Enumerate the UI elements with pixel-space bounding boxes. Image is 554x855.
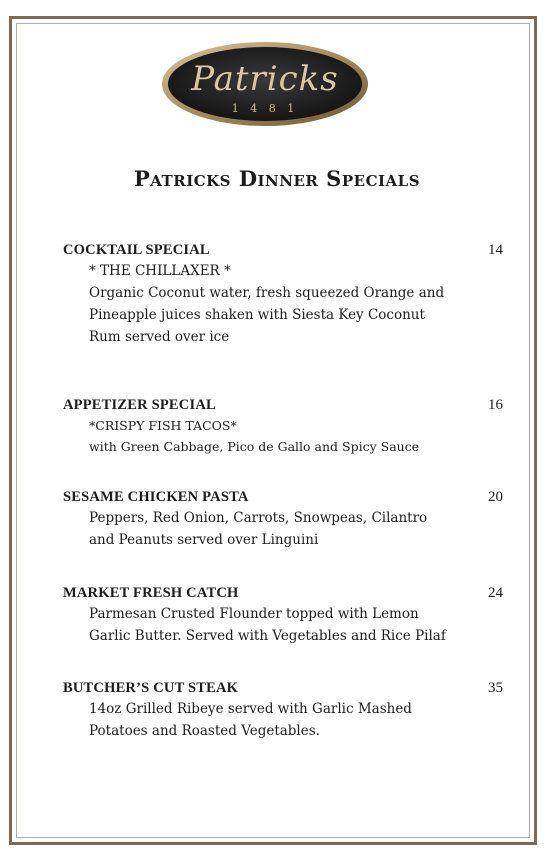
item-desc-line: *CRISPY FISH TACOS* xyxy=(89,418,237,433)
item-desc-line: Peppers, Red Onion, Carrots, Snowpeas, Cilantro xyxy=(89,510,428,526)
item-desc-line: Rum served over ice xyxy=(89,329,230,345)
item-desc-line: with Green Cabbage, Pico de Gallo and Spicy Sauce xyxy=(89,439,420,454)
menu-item-appetizer-special xyxy=(63,396,503,457)
item-price: 14 xyxy=(488,242,503,258)
item-description xyxy=(89,415,479,457)
menu-item-cocktail-special xyxy=(63,241,503,348)
menu-item-market-fresh-catch xyxy=(63,584,503,647)
item-description xyxy=(89,603,479,647)
item-price: 35 xyxy=(488,680,503,696)
item-desc-line: Parmesan Crusted Flounder topped with Lemon xyxy=(89,606,419,622)
item-description xyxy=(89,260,479,348)
item-name: APPETIZER SPECIAL xyxy=(63,397,216,413)
menu-item-butchers-cut-steak xyxy=(63,679,503,742)
item-desc-line: Garlic Butter. Served with Vegetables and Rice Pilaf xyxy=(89,628,446,644)
item-desc-line: Potatoes and Roasted Vegetables. xyxy=(89,723,320,739)
patricks-logo xyxy=(160,40,370,128)
item-name: COCKTAIL SPECIAL xyxy=(63,242,210,258)
item-desc-line: * THE CHILLAXER * xyxy=(89,263,231,279)
menu-item-sesame-chicken-pasta xyxy=(63,488,503,551)
item-desc-line: and Peanuts served over Linguini xyxy=(89,532,319,548)
item-name: SESAME CHICKEN PASTA xyxy=(63,489,249,505)
item-description xyxy=(89,698,479,742)
item-desc-line: Pineapple juices shaken with Siesta Key Coconut xyxy=(89,307,425,323)
item-name: MARKET FRESH CATCH xyxy=(63,585,239,601)
menu-title: Patricks Dinner Specials xyxy=(133,166,421,191)
item-price: 24 xyxy=(488,585,503,601)
item-description xyxy=(89,507,479,551)
item-desc-line: 14oz Grilled Ribeye served with Garlic Mashed xyxy=(89,701,412,717)
item-price: 20 xyxy=(488,489,503,505)
logo-script-text: Patricks xyxy=(191,59,339,99)
item-desc-line: Organic Coconut water, fresh squeezed Orange and xyxy=(89,285,445,301)
item-name: BUTCHER’S CUT STEAK xyxy=(63,680,239,696)
logo-number-text: 1 4 8 1 xyxy=(231,102,299,115)
item-price: 16 xyxy=(488,397,503,413)
